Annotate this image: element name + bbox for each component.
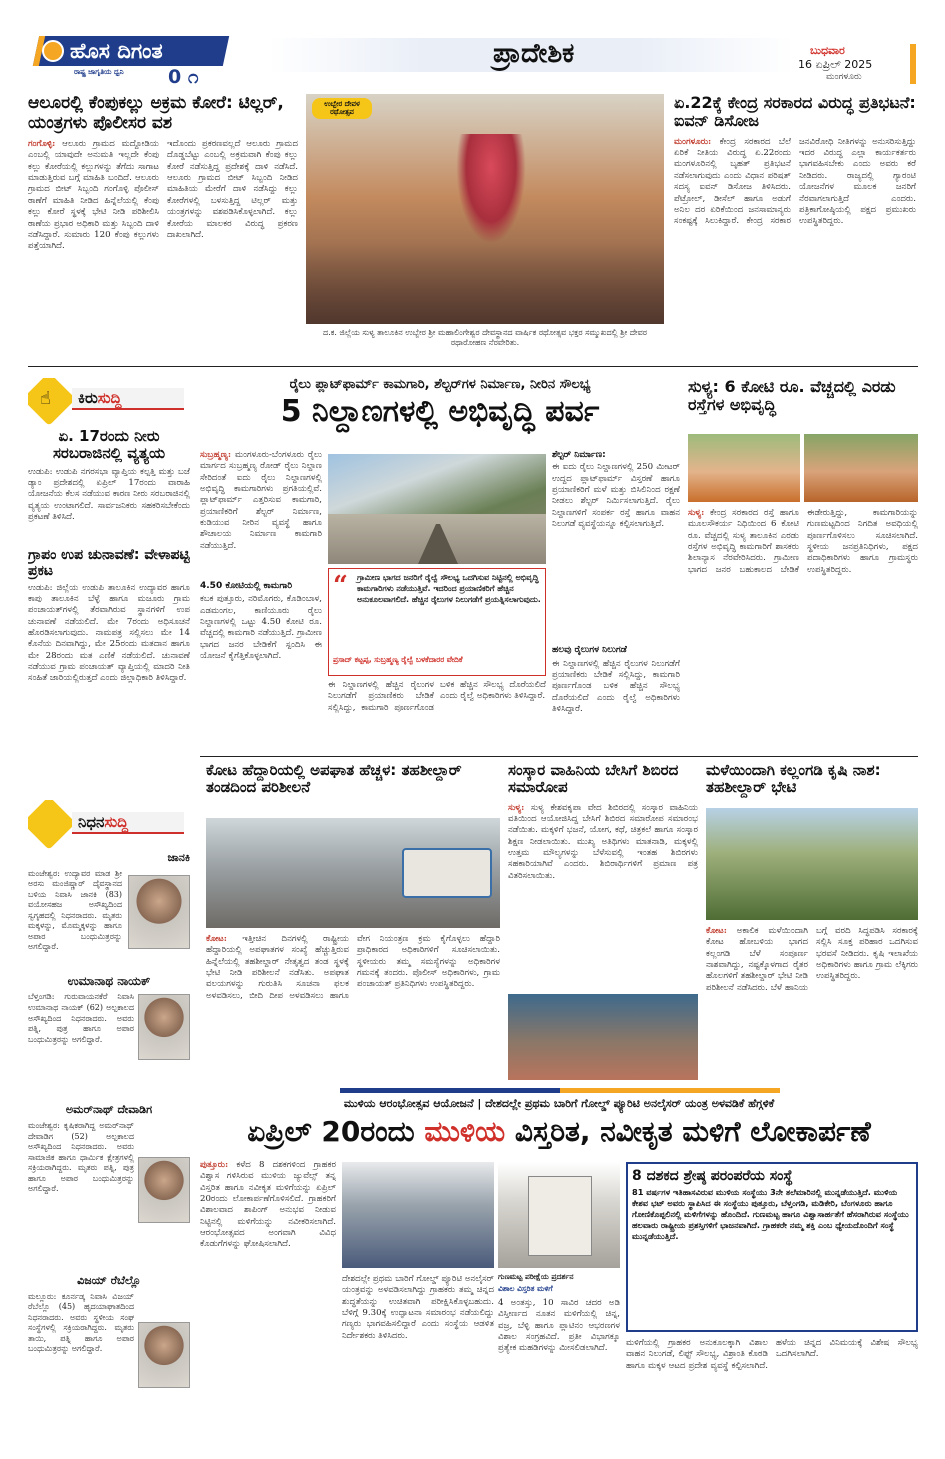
photo-caption: ಗುಣಮಟ್ಟ ಪರೀಕ್ಷೆಯ ಪ್ರದರ್ಶನ	[498, 1272, 574, 1281]
issue-date: 16 ಏಪ್ರಿಲ್ 2025	[798, 58, 873, 71]
heritage-box-body: 81 ವರ್ಷಗಳ ಇತಿಹಾಸವಿರುವ ಮುಳಿಯ ಸಂಸ್ಥೆಯು 3ನೇ ತಲೆಮಾರಿನಲ್ಲಿ ಮುನ್ನಡೆಯುತ್ತಿದೆ. ಮುಳಿಯ ಕೇಶವ ಭಟ್ ಅವರು ಸ್ಥಾಪಿಸಿದ ಈ ಸಂಸ್ಥೆಯು ಪುತ್ತೂರು, ಬೆಳ್ತಂಗಡಿ, ಮಡಿಕೇರಿ, ಬೆಂಗಳೂರು ಹಾಗೂ ಗೋಣಿಕೊಪ್ಪಲಿನಲ್ಲಿ ಮಳಿಗೆಗಳನ್ನು ಹೊಂದಿದೆ. ಗುಣಮಟ್ಟ ಹಾಗೂ ವಿಶ್ವಾಸಾರ್ಹತೆಗೆ ಹೆಸರಾಗಿರುವ ಸಂಸ್ಥೆಯು ಹಲವಾರು ರಾಷ್ಟ್ರೀಯ ಪ್ರಶಸ್ತಿಗಳಿಗೆ ಭಾಜನವಾಗಿದೆ. ಗ್ರಾಹಕರೇ ನಮ್ಮ ಶಕ್ತಿ ಎಂಬ ಧ್ಯೇಯದೊಂದಿಗೆ ಸಂಸ್ಥೆ ಮುನ್ನಡೆಯುತ್ತಿದೆ.	[632, 1187, 909, 1242]
subhead-3: ಹಲವು ರೈಲುಗಳ ನಿಲುಗಡೆ	[552, 645, 627, 656]
dateline: ಸುಳ್ಯ:	[508, 802, 525, 813]
logo	[28, 32, 228, 88]
story-body-col2: ದೇಶದಲ್ಲೇ ಪ್ರಥಮ ಬಾರಿಗೆ ಗೋಲ್ಡ್ ಪ್ಯೂರಿಟಿ ಅನಲೈಸರ್ ಯಂತ್ರವನ್ನು ಅಳವಡಿಸಲಾಗಿದ್ದು ಗ್ರಾಹಕರು ತಮ್ಮ ಚಿನ್ನದ ಶುದ್ಧತೆಯನ್ನು ಉಚಿತವಾಗಿ ಪರೀಕ್ಷಿಸಿಕೊಳ್ಳಬಹುದು. ಬೆಳಿಗ್ಗೆ 9.30ಕ್ಕೆ ಉದ್ಘಾಟನಾ ಸಮಾರಂಭ ನಡೆಯಲಿದ್ದು ಗಣ್ಯರು ಭಾಗವಹಿಸಲಿದ್ದಾರೆ ಎಂದು ಸಂಸ್ಥೆಯ ಆಡಳಿತ ನಿರ್ದೇಶಕರು ತಿಳಿಸಿದರು.	[342, 1274, 494, 1341]
story-body-col4: ಮಳಿಗೆಯಲ್ಲಿ ಗ್ರಾಹಕರ ಅನುಕೂಲಕ್ಕಾಗಿ ವಿಶಾಲ ವಾಹನ ನಿಲುಗಡೆ, ಲಿಫ್ಟ್ ಸೌಲಭ್ಯ, ವಿಶ್ರಾಂತಿ ಕೊಠಡಿ ಹಾಗೂ ಮಕ್ಕಳ ಆಟದ ಪ್ರದೇಶ ವ್ಯವಸ್ಥೆ ಕಲ್ಪಿಸಲಾಗಿದೆ. ಹಳೆಯ ಚಿನ್ನದ ವಿನಿಮಯಕ್ಕೆ ವಿಶೇಷ ಸೌಲಭ್ಯ ಒದಗಿಸಲಾಗಿದೆ.	[626, 1338, 918, 1371]
divider-2	[200, 756, 918, 757]
brief-2-headline: ಗ್ರಾಪಂ ಉಪ ಚುನಾವಣೆ: ವೇಳಾಪಟ್ಟಿ ಪ್ರಕಟ	[28, 546, 190, 579]
story-body: ಕೋಟ: ಇತ್ತೀಚಿನ ದಿನಗಳಲ್ಲಿ ರಾಷ್ಟ್ರೀಯ ಹೆದ್ದಾರಿಯಲ್ಲಿ ಅಪಘಾತಗಳ ಸಂಖ್ಯೆ ಹೆಚ್ಚುತ್ತಿರುವ ಹಿನ್ನೆಲೆಯಲ್ಲಿ ತಹಶೀಲ್ದಾರ್ ನೇತೃತ್ವದ ತಂಡ ಸ್ಥಳಕ್ಕೆ ಭೇಟಿ ನೀಡಿ ಪರಿಶೀಲನೆ ನಡೆಸಿತು. ಅಪಘಾತ ವಲಯಗಳನ್ನು ಗುರುತಿಸಿ ಸೂಚನಾ ಫಲಕ ಅಳವಡಿಸಲು, ಬೀದಿ ದೀಪ ಅಳವಡಿಸಲು ಹಾಗೂ ವೇಗ ನಿಯಂತ್ರಣ ಕ್ರಮ ಕೈಗೊಳ್ಳಲು ಹೆದ್ದಾರಿ ಪ್ರಾಧಿಕಾರದ ಅಧಿಕಾರಿಗಳಿಗೆ ಸೂಚಿಸಲಾಯಿತು. ಸ್ಥಳೀಯರು ತಮ್ಮ ಸಮಸ್ಯೆಗಳನ್ನು ಅಧಿಕಾರಿಗಳ ಗಮನಕ್ಕೆ ತಂದರು. ಪೊಲೀಸ್ ಅಧಿಕಾರಿಗಳು, ಗ್ರಾಮ ಪಂಚಾಯತ್ ಪ್ರತಿನಿಧಿಗಳು ಉಪಸ್ಥಿತರಿದ್ದರು.	[206, 934, 500, 1001]
kiru-title-bar	[72, 388, 184, 410]
building-shape	[528, 1176, 592, 1256]
story-body-col2: ಇದೊಂದು ಪ್ರಕರಣವಲ್ಲದೆ ಆಲೂರು ಗ್ರಾಮದ ದೊಡ್ಡಬೆಟ್ಟು ಎಂಬಲ್ಲಿ ಅಕ್ರಮವಾಗಿ ಕೆಂಪು ಕಲ್ಲು ಕೋರೆ ನಡೆಸುತ್ತಿದ್ದ ಪ್ರದೇಶಕ್ಕೆ ದಾಳಿ ನಡೆಸಿದೆ. ಆಲೂರು ಗ್ರಾಮದ ಬೀಟ್ ಸಿಬ್ಬಂದಿ ನೀಡಿದ ಮಾಹಿತಿಯ ಮೇರೆಗೆ ದಾಳಿ ನಡೆಸಿದ್ದು ಕಲ್ಲು ಕೋರೆಗಳಲ್ಲಿ ಬಳಸುತ್ತಿದ್ದ ಟಿಲ್ಲರ್ ಮತ್ತು ಯಂತ್ರಗಳನ್ನು ವಶಪಡಿಸಿಕೊಳ್ಳಲಾಗಿದೆ. ಕಲ್ಲು ಕೋರೆಯ ಮಾಲಕರ ವಿರುದ್ಧ ಪ್ರಕರಣ ದಾಖಲಾಗಿದೆ.	[167, 139, 298, 240]
section-title: ಪ್ರಾದೇಶಿಕ	[493, 38, 575, 69]
photo-tag-text: ಉಬ್ಬೇರ ದೇವಳ ರಥೋತ್ಸವ	[324, 100, 360, 117]
kiru-suddi-column	[28, 378, 190, 750]
showroom-building-photo	[498, 1162, 620, 1268]
rathotsava-photo-block	[306, 94, 664, 356]
crowd-shape	[306, 244, 664, 324]
story-body-col1: ಗಂಗೊಳ್ಳಿ: ಆಲೂರು ಗ್ರಾಮದ ಮದ್ದೋಡಿಯ ಎಂಬಲ್ಲಿ ಯಾವುದೇ ಅನುಮತಿ ಇಲ್ಲದೇ ಕೆಂಪು ಕಲ್ಲು ಕೋರೆಯಲ್ಲಿ ಕಲ್ಲುಗಳನ್ನು ತೆಗೆದು ಸಾಗಾಟ ಮಾಡುತ್ತಿರುವ ಬಗ್ಗೆ ಮಾಹಿತಿ ಬಂದಿದೆ. ಆಲೂರು ಗ್ರಾಮದ ಬೀಟ್ ಸಿಬ್ಬಂದಿ ಗಂಗೊಳ್ಳಿ ಪೊಲೀಸ್ ಠಾಣೆಗೆ ಮಾಹಿತಿ ನೀಡಿದ ಹಿನ್ನೆಲೆಯಲ್ಲಿ ಕೆಂಪು ಕಲ್ಲು ಕೋರೆ ಸ್ಥಳಕ್ಕೆ ಭೇಟಿ ನೀಡಿ ಪರಿಶೀಲಿಸಿ ಠಾಣೆಯ ಪ್ರಭಾರ ಅಧಿಕಾರಿ ಮತ್ತು ಸಿಬ್ಬಂದಿ ದಾಳಿ ನಡೆಸಿದ್ದಾರೆ. ಸುಮಾರು 120 ಕೆಂಪು ಕಲ್ಲುಗಳು ಪತ್ತೆಯಾಗಿದೆ.	[28, 139, 159, 252]
page-number: 0 ೧	[168, 66, 199, 88]
logo-text: ಹೊಸ ದಿಗಂತ	[70, 39, 163, 63]
rathotsava-photo	[306, 94, 664, 324]
story-body-col1: ಪುತ್ತೂರು: ಕಳೆದ 8 ದಶಕಗಳಿಂದ ಗ್ರಾಹಕರ ವಿಶ್ವಾಸ ಗಳಿಸಿರುವ ಮುಳಿಯ ಜ್ಯುವೆಲ್ಸ್ ತನ್ನ ವಿಸ್ತರಿತ ಹಾಗೂ ನವೀಕೃತ ಮಳಿಗೆಯನ್ನು ಏಪ್ರಿಲ್ 20ರಂದು ಲೋಕಾರ್ಪಣೆಗೊಳಿಸಲಿದೆ. ಗ್ರಾಹಕರಿಗೆ ವಿಶಾಲವಾದ ಶಾಪಿಂಗ್ ಅನುಭವ ನೀಡುವ ನಿಟ್ಟಿನಲ್ಲಿ ಮಳಿಗೆಯನ್ನು ನವೀಕರಿಸಲಾಗಿದೆ. ಆರಂಭೋತ್ಸವದ ಅಂಗವಾಗಿ ವಿವಿಧ ಕೊಡುಗೆಗಳನ್ನು ಘೋಷಿಸಲಾಗಿದೆ.	[200, 1160, 336, 1250]
story-summer-camp	[508, 762, 698, 1082]
obituary-3-photo	[138, 1157, 190, 1223]
quote-byline: ಪ್ರಸಾದ್ ಕಟ್ಟಪ್ಪ, ಸುಬ್ರಹ್ಮಣ್ಯ ರೈಲ್ವೆ ಬಳಕೆದಾರರ ವೇದಿಕೆ	[333, 655, 463, 664]
obituary-2-name: ಉಮಾನಾಥ ನಾಯಕ್	[67, 973, 151, 988]
date-accent-bar	[910, 44, 916, 84]
logo-emblem-icon	[42, 40, 64, 62]
headline: ಮಳೆಯಿಂದಾಗಿ ಕಲ್ಲಂಗಡಿ ಕೃಷಿ ನಾಶ: ತಹಶೀಲ್ದಾರ್ ಭೇಟಿ	[706, 762, 881, 797]
brief-1-body: ಉಡುಪಿ: ಉಡುಪಿ ನಗರಸಭಾ ವ್ಯಾಪ್ತಿಯ ಕಲ್ಪತ್ತಿ ಮತ್ತು ಬಜೆ ಡ್ಯಾಂ ಪ್ರದೇಶದಲ್ಲಿ ಏಪ್ರಿಲ್ 17ರಂದು ವಾರಾಹಿ ಯೋಜನೆಯ ಕೆಲಸ ನಡೆಯುವ ಕಾರಣ ನೀರು ಸರಬರಾಜಿನಲ್ಲಿ ವ್ಯತ್ಯಯ ಉಂಟಾಗಲಿದೆ. ಸಾರ್ವಜನಿಕರು ಸಹಕರಿಸಬೇಕೆಂದು ಪ್ರಕಟಣೆ ತಿಳಿಸಿದೆ.	[28, 466, 190, 522]
building-caption: ವಿಶಾಲ ವಿಸ್ತರಿತ ಮಳಿಗೆ	[498, 1284, 553, 1293]
dateline: ಗಂಗೊಳ್ಳಿ:	[28, 139, 56, 150]
obituary-3-body: ಮಂಜೇಶ್ವರ: ಕೃಷಿಕರಾಗಿದ್ದ ಅಮರ್‌ನಾಥ್ ದೇವಾಡಿಗ (52) ಅಲ್ಪಕಾಲದ ಅಸೌಖ್ಯದಿಂದ ನಿಧನರಾದರು. ಅವರು ಸಾಮಾಜಿಕ ಹಾಗೂ ಧಾರ್ಮಿಕ ಕ್ಷೇತ್ರಗಳಲ್ಲಿ ಸಕ್ರಿಯರಾಗಿದ್ದರು. ಮೃತರು ಪತ್ನಿ, ಪುತ್ರ ಹಾಗೂ ಅಪಾರ ಬಂಧುಮಿತ್ರರನ್ನು ಅಗಲಿದ್ದಾರೆ.	[28, 1121, 134, 1194]
story-body-col3: 4 ಅಂತಸ್ತು, 10 ಸಾವಿರ ಚದರ ಅಡಿ ವಿಸ್ತೀರ್ಣದ ನೂತನ ಮಳಿಗೆಯಲ್ಲಿ ಚಿನ್ನ, ವಜ್ರ, ಬೆಳ್ಳಿ ಹಾಗೂ ಪ್ಲಾಟಿನಂ ಆಭರಣಗಳ ವಿಶಾಲ ಸಂಗ್ರಹವಿದೆ. ಪ್ರತೀ ವಿಭಾಗಕ್ಕೂ ಪ್ರತ್ಯೇಕ ಮಹಡಿಗಳನ್ನು ಮೀಸಲಿಡಲಾಗಿದೆ.	[498, 1298, 620, 1354]
quote-box	[328, 568, 546, 676]
story-body-col2: ಈ ನಿಲ್ದಾಣಗಳಲ್ಲಿ ಹೆಚ್ಚಿನ ರೈಲುಗಳ ನಿಲುಗಡೆಗೆ ಪ್ರಯಾಣಿಕರು ಬೇಡಿಕೆ ಸಲ್ಲಿಸಿದ್ದು, ಕಾಮಗಾರಿ ಪೂರ್ಣಗೊಂಡ ಬಳಿಕ ಹೆಚ್ಚಿನ ಸೌಲಭ್ಯ ದೊರೆಯಲಿದೆ ಎಂದು ರೈಲ್ವೆ ಅಧಿಕಾರಿಗಳು ತಿಳಿಸಿದ್ದಾರೆ.	[328, 680, 546, 713]
obituary-column	[28, 800, 190, 1432]
dateline: ಸುಳ್ಯ:	[688, 508, 705, 518]
kiru-hand-glyph: ☝	[40, 388, 51, 409]
obituary-3-name: ಅಮರ್‌ನಾಥ್ ದೇವಾಡಿಗ	[65, 1103, 153, 1117]
dateline: ಪುತ್ತೂರು:	[200, 1160, 229, 1170]
obituary-1-name: ಜಾನಕಿ	[167, 851, 190, 864]
dateline: ಕೋಟ:	[706, 926, 727, 936]
bus-shape	[402, 848, 492, 898]
railway-station-photo	[328, 454, 546, 564]
story-body: ಮಂಗಳೂರು: ಕೇಂದ್ರ ಸರಕಾರದ ಬೆಲೆ ಏರಿಕೆ ನೀತಿಯ ವಿರುದ್ಧ ಏ.22ರಂದು ಮಂಗಳೂರಿನಲ್ಲಿ ಬೃಹತ್ ಪ್ರತಿಭಟನೆ ನಡೆಸಲಾಗುವುದು ಎಂದು ವಿಧಾನ ಪರಿಷತ್ ಸದಸ್ಯ ಐವನ್ ಡಿಸೋಜ ತಿಳಿಸಿದರು. ಪೆಟ್ರೋಲ್, ಡೀಸೆಲ್ ಹಾಗೂ ಅಡುಗೆ ಅನಿಲ ದರ ಏರಿಕೆಯಿಂದ ಜನಸಾಮಾನ್ಯರು ಸಂಕಷ್ಟಕ್ಕೆ ಸಿಲುಕಿದ್ದಾರೆ. ಕೇಂದ್ರ ಸರಕಾರ ಜನವಿರೋಧಿ ನೀತಿಗಳನ್ನು ಅನುಸರಿಸುತ್ತಿದ್ದು ಇದರ ವಿರುದ್ಧ ಎಲ್ಲಾ ಕಾರ್ಯಕರ್ತರು ಭಾಗವಹಿಸಬೇಕು ಎಂದು ಅವರು ಕರೆ ನೀಡಿದರು. ರಾಜ್ಯದಲ್ಲಿ ಗ್ಯಾರಂಟಿ ಯೋಜನೆಗಳ ಮೂಲಕ ಜನರಿಗೆ ನೆರವಾಗಲಾಗುತ್ತಿದೆ ಎಂದರು. ಪತ್ರಿಕಾಗೋಷ್ಠಿಯಲ್ಲಿ ಪಕ್ಷದ ಪ್ರಮುಖರು ಉಪಸ್ಥಿತರಿದ್ದರು.	[674, 136, 916, 227]
photo-caption: ದ.ಕ. ಜಿಲ್ಲೆಯ ಸುಳ್ಯ ತಾಲೂಕಿನ ಉಬ್ಬೇರ ಶ್ರೀ ಮಹಾಲಿಂಗೇಶ್ವರ ದೇವಸ್ಥಾನದ ವಾರ್ಷಿಕ ರಥೋತ್ಸವ ಭಕ್ತರ ಸಮ್ಮುಖದಲ್ಲಿ ಶ್ರೀ ದೇವರ ರಥಾರೋಹಣ ನೆರವೇರಿತು.	[323, 328, 647, 348]
kicker: ರೈಲು ಪ್ಲಾಟ್‌ಫಾರ್ಮ್ ಕಾಮಗಾರಿ, ಶೆಲ್ಟರ್‌ಗಳ ನಿರ್ಮಾಣ, ನೀರಿನ ಸೌಲಭ್ಯ	[289, 378, 591, 392]
divider-1	[28, 366, 918, 367]
story-body-col3b: ಈ ನಿಲ್ದಾಣಗಳಲ್ಲಿ ಹೆಚ್ಚಿನ ರೈಲುಗಳ ನಿಲುಗಡೆಗೆ ಪ್ರಯಾಣಿಕರು ಬೇಡಿಕೆ ಸಲ್ಲಿಸಿದ್ದು, ಕಾಮಗಾರಿ ಪೂರ್ಣಗೊಂಡ ಬಳಿಕ ಹೆಚ್ಚಿನ ಸೌಲಭ್ಯ ದೊರೆಯಲಿದೆ ಎಂದು ರೈಲ್ವೆ ಅಧಿಕಾರಿಗಳು ತಿಳಿಸಿದ್ದಾರೆ.	[552, 658, 680, 715]
date-block	[798, 44, 908, 90]
kiru-hand-icon	[28, 378, 76, 426]
headline: ಏಪ್ರಿಲ್ 20ರಂದು ಮುಳಿಯ ವಿಸ್ತರಿತ, ನವೀಕೃತ ಮಳಿಗೆ ಲೋಕಾರ್ಪಣೆ	[247, 1115, 871, 1148]
nidhana-banner	[28, 800, 190, 848]
nidhana-title-b: ಸುದ್ದಿ	[104, 813, 129, 831]
crop-field-photo	[706, 808, 918, 920]
nidhana-title-a: ನಿಧನ	[78, 813, 105, 831]
story-muliya	[200, 1088, 918, 1432]
story-sullia-roads	[688, 378, 918, 750]
story-body: ಸುಳ್ಯ: ಸುಳ್ಯ ಕೇಶವಕೃಪಾ ವೇದ ಶಿಬಿರದಲ್ಲಿ ಸಂಸ್ಕಾರ ವಾಹಿನಿಯ ವತಿಯಿಂದ ಆಯೋಜಿಸಿದ್ದ ಬೇಸಿಗೆ ಶಿಬಿರದ ಸಮಾರೋಪ ಸಮಾರಂಭ ನಡೆಯಿತು. ಮಕ್ಕಳಿಗೆ ಭಜನೆ, ಯೋಗ, ಕಥೆ, ಚಿತ್ರಕಲೆ ಹಾಗೂ ಸಂಸ್ಕಾರ ಶಿಕ್ಷಣ ನೀಡಲಾಯಿತು. ಮುಖ್ಯ ಅತಿಥಿಗಳು ಮಾತನಾಡಿ, ಮಕ್ಕಳಲ್ಲಿ ಉತ್ತಮ ಮೌಲ್ಯಗಳನ್ನು ಬೆಳೆಸುವಲ್ಲಿ ಇಂತಹ ಶಿಬಿರಗಳು ಸಹಕಾರಿಯಾಗಿವೆ ಎಂದರು. ಶಿಬಿರಾರ್ಥಿಗಳಿಗೆ ಪ್ರಮಾಣ ಪತ್ರ ವಿತರಿಸಲಾಯಿತು.	[508, 802, 698, 881]
kiru-banner	[28, 378, 190, 422]
obituary-2-body: ಬೆಳ್ತಂಗಡಿ: ಗುರುವಾಯನಕೆರೆ ನಿವಾಸಿ ಉಮಾನಾಥ ನಾಯಕ್ (62) ಅಲ್ಪಕಾಲದ ಅಸೌಖ್ಯದಿಂದ ನಿಧನರಾದರು. ಅವರು ಪತ್ನಿ, ಪುತ್ರ ಹಾಗೂ ಅಪಾರ ಬಂಧುಮಿತ್ರರನ್ನು ಅಗಲಿದ್ದಾರೆ.	[28, 992, 134, 1044]
story-body-col3: ಈ ಐದು ರೈಲು ನಿಲ್ದಾಣಗಳಲ್ಲಿ 250 ಮೀಟರ್ ಉದ್ದದ ಪ್ಲಾಟ್‌ಫಾರ್ಮ್ ವಿಸ್ತರಣೆ ಹಾಗೂ ಪ್ರಯಾಣಿಕರಿಗೆ ಮಳೆ ಮತ್ತು ಬಿಸಿಲಿನಿಂದ ರಕ್ಷಣೆ ನೀಡಲು ಶೆಲ್ಟರ್ ನಿರ್ಮಿಸಲಾಗುತ್ತಿದೆ. ರೈಲು ನಿಲ್ದಾಣಗಳಿಗೆ ಸಂಪರ್ಕ ರಸ್ತೆ ಹಾಗೂ ವಾಹನ ನಿಲುಗಡೆ ವ್ಯವಸ್ಥೆಯನ್ನೂ ಕಲ್ಪಿಸಲಾಗುತ್ತಿದೆ.	[552, 462, 680, 530]
story-body: ಕೋಟ: ಅಕಾಲಿಕ ಮಳೆಯಿಂದಾಗಿ ಕೋಟ ಹೋಬಳಿಯ ಭಾಗದ ಕಲ್ಲಂಗಡಿ ಬೆಳೆ ಸಂಪೂರ್ಣ ನಾಶವಾಗಿದ್ದು, ನಷ್ಟಕ್ಕೊಳಗಾದ ರೈತರ ಹೊಲಗಳಿಗೆ ತಹಶೀಲ್ದಾರ್ ಭೇಟಿ ನೀಡಿ ಪರಿಶೀಲನೆ ನಡೆಸಿದರು. ಬೆಳೆ ಹಾನಿಯ ಬಗ್ಗೆ ವರದಿ ಸಿದ್ಧಪಡಿಸಿ ಸರಕಾರಕ್ಕೆ ಸಲ್ಲಿಸಿ ಸೂಕ್ತ ಪರಿಹಾರ ಒದಗಿಸುವ ಭರವಸೆ ನೀಡಿದರು. ಕೃಷಿ ಇಲಾಖೆಯ ಅಧಿಕಾರಿಗಳು ಹಾಗೂ ಗ್ರಾಮ ಲೆಕ್ಕಿಗರು ಉಪಸ್ಥಿತರಿದ್ದರು.	[706, 926, 918, 993]
brand-name: ಮುಳಿಯ	[424, 1115, 506, 1148]
edition-city: ಮಂಗಳೂರು	[826, 72, 862, 82]
chariot-shape	[456, 134, 526, 244]
kicker: ಮುಳಿಯ ಆರಂಭೋತ್ಸವ ಆಯೋಜನೆ | ದೇಶದಲ್ಲೇ ಪ್ರಥಮ ಬಾರಿಗೆ ಗೋಲ್ಡ್ ಪ್ಯೂರಿಟಿ ಅನಲೈಸರ್ ಯಂತ್ರ ಅಳವಡಿಕೆ ಹೆಗ್ಗಳಿಕೆ	[343, 1097, 775, 1110]
obituary-1-photo	[128, 875, 190, 949]
photo-tag	[312, 98, 372, 119]
weekday: ಬುಧವಾರ	[810, 44, 845, 57]
headline: ಸಂಸ್ಕಾರ ವಾಹಿನಿಯ ಬೇಸಿಗೆ ಶಿಬಿರದ ಸಮಾರೋಪ	[508, 762, 679, 797]
headline: ಕೋಟ ಹೆದ್ದಾರಿಯಲ್ಲಿ ಅಪಘಾತ ಹೆಚ್ಚಳ: ತಹಶೀಲ್ದಾರ್ ತಂಡದಿಂದ ಪರಿಶೀಲನೆ	[206, 762, 462, 797]
headline: 5 ನಿಲ್ದಾಣಗಳಲ್ಲಿ ಅಭಿವೃದ್ಧಿ ಪರ್ವ	[280, 393, 600, 429]
story-protest	[674, 94, 916, 356]
dateline: ಕೋಟ:	[206, 934, 227, 944]
heritage-box-title: 8 ದಶಕದ ಶ್ರೇಷ್ಠ ಪರಂಪರೆಯ ಸಂಸ್ಥೆ	[632, 1168, 793, 1184]
brief-2-body: ಉಡುಪಿ: ಜಿಲ್ಲೆಯ ಉಡುಪಿ ತಾಲೂಕಿನ ಉದ್ಯಾವರ ಹಾಗೂ ಕಾಪು ತಾಲೂಕಿನ ಬೆಳ್ಳೆ ಹಾಗೂ ಮಜೂರು ಗ್ರಾಮ ಪಂಚಾಯತ್‌ಗಳಲ್ಲಿ ತೆರವಾಗಿರುವ ಸ್ಥಾನಗಳಿಗೆ ಉಪ ಚುನಾವಣೆ ನಡೆಯಲಿದೆ. ಮೇ 7ರಂದು ಅಧಿಸೂಚನೆ ಹೊರಡಿಸಲಾಗುವುದು. ನಾಮಪತ್ರ ಸಲ್ಲಿಸಲು ಮೇ 14 ಕೊನೆಯ ದಿನವಾಗಿದ್ದು, ಮೇ 25ರಂದು ಮತದಾನ ಹಾಗೂ ಮೇ 28ರಂದು ಮತ ಎಣಿಕೆ ನಡೆಯಲಿದೆ. ಚುನಾವಣೆ ನಡೆಯುವ ಗ್ರಾಮ ಪಂಚಾಯತ್ ವ್ಯಾಪ್ತಿಯಲ್ಲಿ ಮಾದರಿ ನೀತಿ ಸಂಹಿತೆ ಜಾರಿಯಲ್ಲಿರುತ್ತದೆ ಎಂದು ಜಿಲ್ಲಾಧಿಕಾರಿ ತಿಳಿಸಿದ್ದಾರೆ.	[28, 582, 190, 684]
headline: ಆಲೂರಲ್ಲಿ ಕೆಂಪುಕಲ್ಲು ಅಕ್ರಮ ಕೋರೆ: ಟಿಲ್ಲರ್, ಯಂತ್ರಗಳು ಪೊಲೀಸರ ವಶ	[28, 94, 284, 133]
story-watermelon-loss	[706, 762, 918, 1082]
nidhana-lamp-icon	[28, 800, 76, 850]
road-inauguration-photo-2	[804, 434, 918, 502]
nidhana-title-bar	[72, 812, 184, 834]
story-body-col1b: ಕಬಕ ಪುತ್ತೂರು, ನರಿಮೊಗರು, ಕೊಡಿಂಬಾಳ, ಎಡಮಂಗಲ, ಕಾಣಿಯೂರು ರೈಲು ನಿಲ್ದಾಣಗಳಲ್ಲಿ ಒಟ್ಟು 4.50 ಕೋಟಿ ರೂ. ವೆಚ್ಚದಲ್ಲಿ ಕಾಮಗಾರಿ ನಡೆಯುತ್ತಿದೆ. ಗ್ರಾಮೀಣ ಭಾಗದ ಜನರ ಬೇಡಿಕೆಗೆ ಸ್ಪಂದಿಸಿ ಈ ಯೋಜನೆ ಕೈಗೆತ್ತಿಕೊಳ್ಳಲಾಗಿದೆ.	[200, 594, 322, 662]
story-railway	[200, 378, 680, 750]
heritage-box	[626, 1162, 918, 1332]
dateline: ಮಂಗಳೂರು:	[674, 136, 712, 147]
accent-bar	[340, 1088, 780, 1093]
story-kempukallu	[28, 94, 298, 356]
story-kota-highway	[206, 762, 500, 1082]
dateline: ಸುಬ್ರಹ್ಮಣ್ಯ:	[200, 450, 232, 460]
headline: ಏ.22ಕ್ಕೆ ಕೇಂದ್ರ ಸರಕಾರದ ವಿರುದ್ಧ ಪ್ರತಿಭಟನೆ: ಐವನ್ ಡಿಸೋಜ	[674, 94, 916, 131]
logo-tagline: ರಾಷ್ಟ್ರ ಜಾಗೃತಿಯ ಧ್ವನಿ	[74, 68, 124, 76]
headline: ಸುಳ್ಯ: 6 ಕೋಟಿ ರೂ. ವೆಚ್ಚದಲ್ಲಿ ಎರಡು ರಸ್ತೆಗಳ ಅಭಿವೃದ್ಧಿ	[688, 378, 896, 415]
subhead-2: ಶೆಲ್ಟರ್ ನಿರ್ಮಾಣ:	[552, 450, 606, 460]
section-bar	[268, 38, 793, 72]
brief-1-headline: ಏ. 17ರಂದು ನೀರು ಸರಬರಾಜಿನಲ್ಲಿ ವ್ಯತ್ಯಯ	[52, 427, 166, 463]
obituary-2-photo	[138, 994, 190, 1060]
highway-inspection-photo	[206, 818, 500, 928]
camp-stage-photo	[508, 994, 698, 1080]
quote-text: ಗ್ರಾಮೀಣ ಭಾಗದ ಜನರಿಗೆ ರೈಲ್ವೆ ಸೌಲಭ್ಯ ಒದಗಿಸುವ ನಿಟ್ಟಿನಲ್ಲಿ ಅಭಿವೃದ್ಧಿ ಕಾಮಗಾರಿಗಳು ನಡೆಯುತ್ತಿವೆ. ಇದರಿಂದ ಪ್ರಯಾಣಿಕರಿಗೆ ಹೆಚ್ಚಿನ ಅನುಕೂಲವಾಗಲಿದೆ. ಹೆಚ್ಚಿನ ರೈಲುಗಳ ನಿಲುಗಡೆಗೆ ಪ್ರಯತ್ನಿಸಲಾಗುವುದು.	[357, 573, 541, 604]
subhead: 4.50 ಕೋಟಿಯಲ್ಲಿ ಕಾಮಗಾರಿ	[200, 581, 293, 591]
obituary-4-name: ವಿಜಯ್ ರೆಬೆಲ್ಲೊ	[77, 1274, 141, 1288]
road-inauguration-photo-1	[688, 434, 800, 502]
quote-icon: “	[333, 571, 348, 601]
story-body: ಸುಳ್ಯ: ಕೇಂದ್ರ ಸರಕಾರದ ರಸ್ತೆ ಹಾಗೂ ಮೂಲಸೌಕರ್ಯ ನಿಧಿಯಿಂದ 6 ಕೋಟಿ ರೂ. ವೆಚ್ಚದಲ್ಲಿ ಸುಳ್ಯ ತಾಲೂಕಿನ ಎರಡು ರಸ್ತೆಗಳ ಅಭಿವೃದ್ಧಿ ಕಾಮಗಾರಿಗೆ ಶಾಸಕರು ಶಿಲಾನ್ಯಾಸ ನೆರವೇರಿಸಿದರು. ಗ್ರಾಮೀಣ ಭಾಗದ ಜನರ ಬಹುಕಾಲದ ಬೇಡಿಕೆ ಈಡೇರುತ್ತಿದ್ದು, ಕಾಮಗಾರಿಯನ್ನು ಗುಣಮಟ್ಟದಿಂದ ನಿಗದಿತ ಅವಧಿಯಲ್ಲಿ ಪೂರ್ಣಗೊಳಿಸಲು ಸೂಚಿಸಲಾಗಿದೆ. ಸ್ಥಳೀಯ ಜನಪ್ರತಿನಿಧಿಗಳು, ಪಕ್ಷದ ಪದಾಧಿಕಾರಿಗಳು ಹಾಗೂ ಗ್ರಾಮಸ್ಥರು ಉಪಸ್ಥಿತರಿದ್ದರು.	[688, 508, 918, 575]
obituary-4-photo	[138, 1322, 190, 1388]
obituary-4-body: ಮಲ್ಲೂರು: ಕೂರ್ನಡ್ಕ ನಿವಾಸಿ ವಿಜಯ್ ರೆಬೆಲ್ಲೊ (45) ಹೃದಯಾಘಾತದಿಂದ ನಿಧನರಾದರು. ಅವರು ಸ್ಥಳೀಯ ಸಂಘ ಸಂಸ್ಥೆಗಳಲ್ಲಿ ಸಕ್ರಿಯರಾಗಿದ್ದರು. ಮೃತರು ತಾಯಿ, ಪತ್ನಿ ಹಾಗೂ ಅಪಾರ ಬಂಧುಮಿತ್ರರನ್ನು ಅಗಲಿದ್ದಾರೆ.	[28, 1291, 134, 1354]
kiru-title-b: ಸುದ್ದಿ	[97, 389, 122, 407]
story-body-col1: ಸುಬ್ರಹ್ಮಣ್ಯ: ಮಂಗಳೂರು-ಬೆಂಗಳೂರು ರೈಲು ಮಾರ್ಗದ ಸುಬ್ರಹ್ಮಣ್ಯ ರೋಡ್ ರೈಲು ನಿಲ್ದಾಣ ಸೇರಿದಂತೆ ಐದು ರೈಲು ನಿಲ್ದಾಣಗಳಲ್ಲಿ ಅಭಿವೃದ್ಧಿ ಕಾಮಗಾರಿಗಳು ಪ್ರಗತಿಯಲ್ಲಿವೆ. ಪ್ಲಾಟ್‌ಫಾರ್ಮ್ ಎತ್ತರಿಸುವ ಕಾಮಗಾರಿ, ಪ್ರಯಾಣಿಕರಿಗೆ ಶೆಲ್ಟರ್ ನಿರ್ಮಾಣ, ಕುಡಿಯುವ ನೀರಿನ ವ್ಯವಸ್ಥೆ ಹಾಗೂ ಶೌಚಾಲಯ ನಿರ್ಮಾಣ ಕಾಮಗಾರಿ ನಡೆಯುತ್ತಿದೆ.	[200, 450, 322, 551]
obituary-1-body: ಮಂಜೇಶ್ವರ: ಉದ್ಯಾವರ ಮಾಡ ಶ್ರೀ ಅರಸು ಮಂಜಿಷ್ಣಾರ್ ದೈವಸ್ಥಾನದ ಬಳಿಯ ನಿವಾಸಿ ಜಾನಕಿ (83) ವಯೋಸಹಜ ಅಸೌಖ್ಯದಿಂದ ಸ್ವಗೃಹದಲ್ಲಿ ನಿಧನರಾದರು. ಮೃತರು ಮಕ್ಕಳನ್ನು, ಮೊಮ್ಮಕ್ಕಳನ್ನು ಹಾಗೂ ಅಪಾರ ಬಂಧುಮಿತ್ರರನ್ನು ಅಗಲಿದ್ದಾರೆ.	[28, 868, 122, 952]
gold-analyzer-photo	[342, 1162, 494, 1268]
masthead	[28, 32, 918, 90]
kiru-title-a: ಕಿರು	[78, 389, 98, 407]
